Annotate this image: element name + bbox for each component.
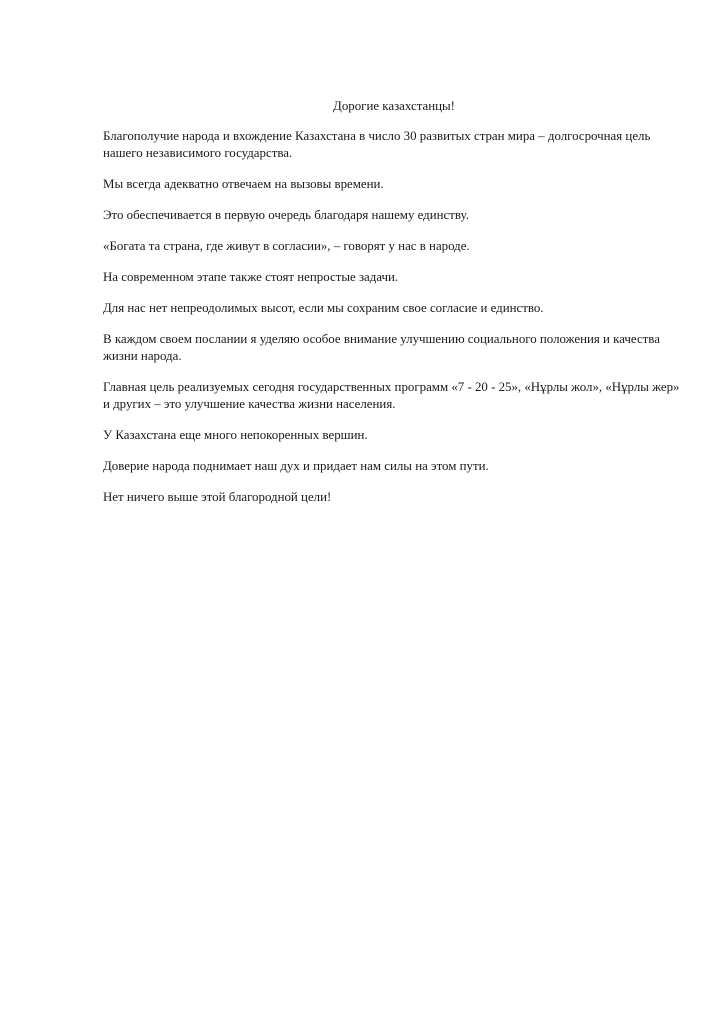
paragraph: Для нас нет непреодолимых высот, если мы сохраним свое согласие и единство.	[103, 301, 544, 315]
paragraph: Благополучие народа и вхождение Казахстана в число 30 развитых стран мира – долгосрочная цель нашего независимого государства.	[103, 129, 651, 160]
document-body	[103, 98, 685, 520]
paragraph: В каждом своем послании я уделяю особое внимание улучшению социального положения и качества жизни народа.	[103, 332, 660, 363]
paragraph: Это обеспечивается в первую очередь благодаря нашему единству.	[103, 208, 469, 222]
paragraph: «Богата та страна, где живут в согласии», – говорят у нас в народе.	[103, 239, 470, 253]
paragraph: На современном этапе также стоят непростые задачи.	[103, 270, 399, 284]
paragraph: Нет ничего выше этой благородной цели!	[103, 490, 332, 504]
paragraph: Мы всегда адекватно отвечаем на вызовы времени.	[103, 177, 384, 191]
document-heading: Дорогие казахстанцы!	[333, 99, 455, 113]
paragraph: У Казахстана еще много непокоренных вершин.	[103, 428, 368, 442]
paragraph: Главная цель реализуемых сегодня государственных программ «7 - 20 - 25», «Нұрлы жол», «Нұрлы жер» и других – это улучшение качества жизни населения.	[103, 380, 680, 411]
paragraph: Доверие народа поднимает наш дух и придает нам силы на этом пути.	[103, 459, 489, 473]
